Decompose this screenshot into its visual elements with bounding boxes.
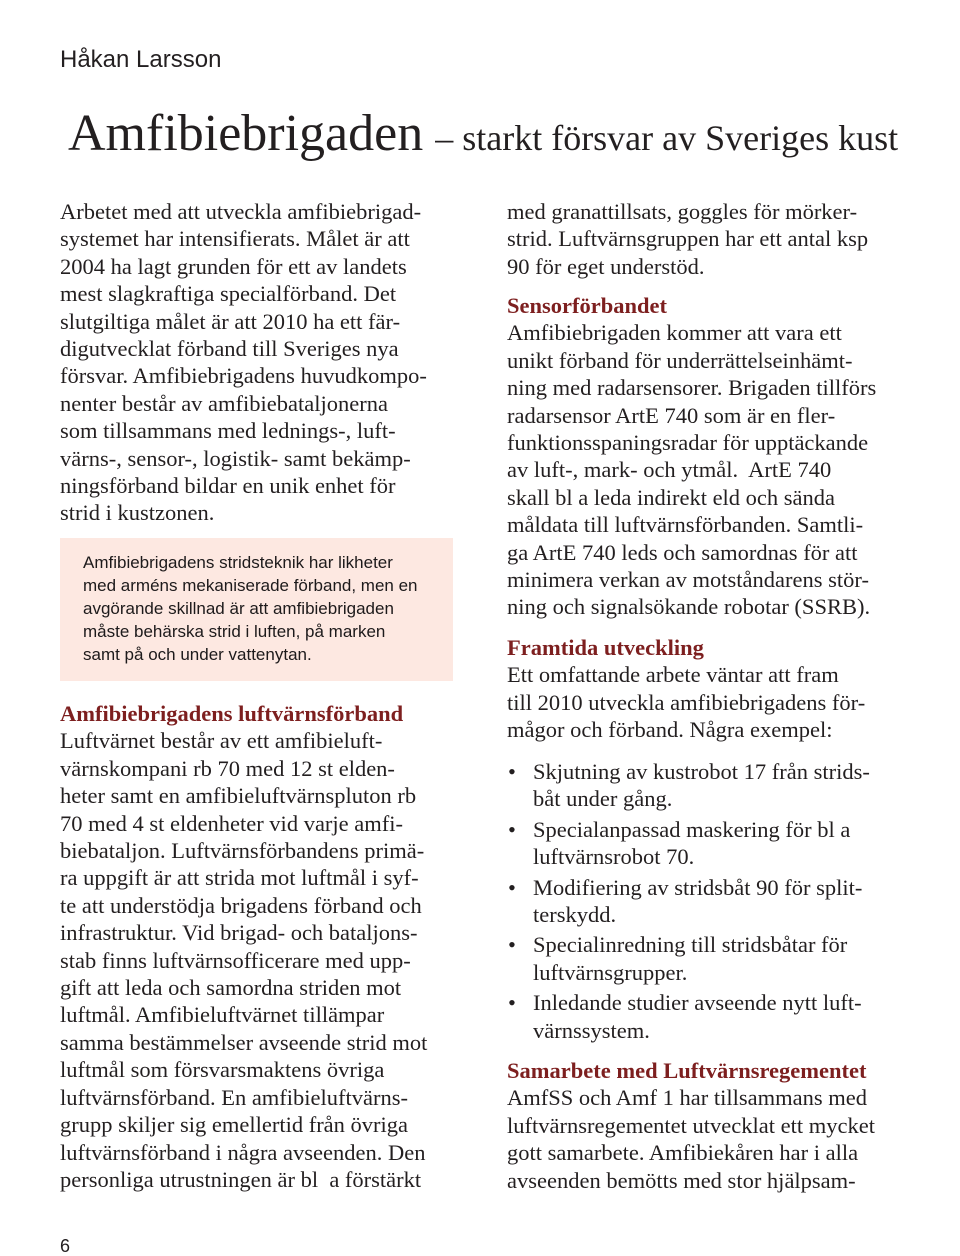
intro-paragraph: Arbetet med att utveckla amfibiebrigad- systemet har intensifierats. Målet är att 2004 ha lagt grunden för ett av landets mest slagkraftiga specialförband. Det slutgiltiga målet är att 2010 ha ett fär- digutvecklat förband till Sveriges nya försvar. Amfibiebrigadens huvudkompo- nenter består av amfibiebataljonerna som tillsammans med lednings-, luft- värns-, sensor-, logistik- samt bekämp- ningsförband bildar en unik enhet för strid i kustzonen. xyxy=(60,199,427,526)
section-cooperation xyxy=(507,1057,900,1194)
callout-box xyxy=(60,538,453,681)
section-body: Ett omfattande arbete väntar att fram till 2010 utveckla amfibiebrigadens för- mågor och förband. Några exempel: xyxy=(507,662,866,743)
section-heading: Sensorförbandet xyxy=(507,293,668,318)
section-heading: Framtida utveckling xyxy=(507,635,704,660)
section-sensor xyxy=(507,292,900,621)
bullet-icon: • xyxy=(508,932,516,958)
bullet-item xyxy=(507,989,900,1044)
continued-paragraph: med granattillsats, goggles för mörker- strid. Luftvärnsgruppen har ett antal ksp 90 för eget understöd. xyxy=(507,199,869,279)
author-name: Håkan Larsson xyxy=(60,46,222,73)
bullet-item xyxy=(507,931,900,986)
section-body: Luftvärnet består av ett amfibieluft- värnskompani rb 70 med 12 st elden- heter samt en amfibieluftvärnspluton rb 70 med 4 st eldenheter vid varje amfi- biebataljon. Luftvärnsförbandens primä- ra uppgift är att strida mot luftmål i syf- te att understödja brigadens förband och infrastruktur. Vid brigad- och bataljons- stab finns luftvärnsofficerare med upp- gift att leda och samordna striden mot luftmål. Amfibieluftvärnet tillämpar samma bestämmelser avseende strid mot luftmål som försvarsmaktens övriga luftvärnsförband. En amfibieluftvärns- grupp skiljer sig emellertid från övriga luftvärnsförband i några avseenden. Den personliga utrustningen är bl a förstärkt xyxy=(60,728,428,1192)
bullet-icon: • xyxy=(508,990,516,1016)
bullet-icon: • xyxy=(508,874,516,900)
bullet-icon: • xyxy=(508,759,516,784)
callout-text: Amfibiebrigadens stridsteknik har likheter med arméns mekaniserade förband, men en avgörande skillnad är att amfibiebrigaden måste behärska strid i luften, på marken samt på och under vattenytan. xyxy=(83,553,418,664)
bullet-item xyxy=(507,874,900,929)
section-air-defence xyxy=(60,700,453,1193)
article-subtitle: – starkt försvar av Sveriges kust xyxy=(435,118,899,158)
bullet-list xyxy=(507,758,900,1047)
bullet-icon: • xyxy=(508,816,516,842)
bullet-text: Specialanpassad maskering för bl a luftvärnsrobot 70. xyxy=(533,816,851,870)
page-number: 6 xyxy=(60,1236,71,1256)
section-heading: Amfibiebrigadens luftvärnsförband xyxy=(60,701,404,726)
section-heading: Samarbete med Luftvärnsregementet xyxy=(507,1058,867,1083)
section-body: Amfibiebrigaden kommer att vara ett unikt förband för underrättelseinhämt- ning med radarsensorer. Brigaden tillförs radarsensor ArtE 740 som är en fler- funktionsspaningsradar för upptäckande av luft-, mark- och ytmål. ArtE 740 skall bl a leda indirekt eld och sända måldata till luftvärnsförbanden. Samtli- ga ArtE 740 leds och samordnas för att minimera verkan av motståndarens stör- ning och signalsökande robotar (SSRB). xyxy=(507,320,877,620)
section-future xyxy=(507,634,900,744)
section-body: AmfSS och Amf 1 har tillsammans med luftvärnsregementet utvecklat ett mycket gott samarbete. Amfibiekåren har i alla avseenden bemötts med stor hjälpsam- xyxy=(507,1085,875,1193)
bullet-text: Modifiering av stridsbåt 90 för split- terskydd. xyxy=(533,874,863,928)
article-title-block xyxy=(68,104,898,176)
bullet-text: Inledande studier avseende nytt luft- värnssystem. xyxy=(533,990,862,1043)
bullet-item xyxy=(507,758,900,813)
bullet-text: Specialinredning till stridsbåtar för luftvärnsgrupper. xyxy=(533,932,848,985)
bullet-item xyxy=(507,816,900,871)
bullet-text: Skjutning av kustrobot 17 från strids- båt under gång. xyxy=(533,759,870,812)
article-title: Amfibiebrigaden xyxy=(68,105,424,162)
